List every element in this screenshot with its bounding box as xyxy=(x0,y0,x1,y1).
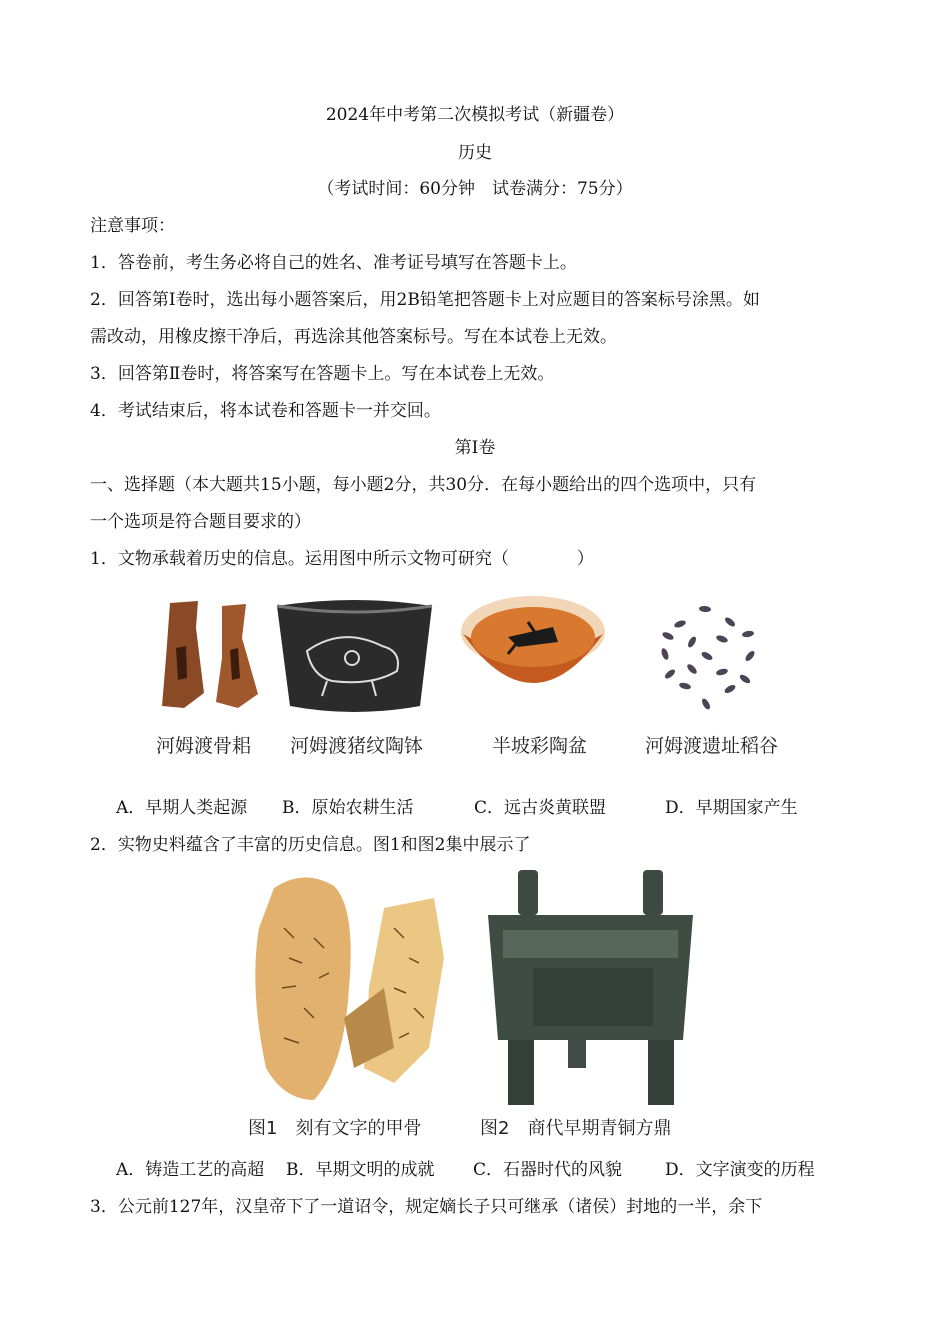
q2-artifact-figure xyxy=(242,866,708,1142)
q1-caption: 半坡彩陶盆 xyxy=(492,735,588,757)
pig-pottery-image xyxy=(272,596,437,716)
q1-caption: 河姆渡猪纹陶钵 xyxy=(290,735,424,757)
notice-item: 1．答卷前，考生务必将自己的姓名、准考证号填写在答题卡上。 xyxy=(90,253,577,273)
q2-option-a[interactable]: A．铸造工艺的高超 xyxy=(116,1160,265,1180)
notice-item: 需改动，用橡皮擦干净后，再选涂其他答案标号。写在本试卷上无效。 xyxy=(90,327,617,347)
question-1-stem: 1．文物承载着历史的信息。运用图中所示文物可研究（ ） xyxy=(90,549,594,569)
rice-grains-image xyxy=(640,594,775,719)
question-3-stem: 3．公元前127年，汉皇帝下了一道诏令，规定嫡长子只可继承（诸侯）封地的一半，余下 xyxy=(90,1197,763,1217)
question-2-stem: 2．实物史料蕴含了丰富的历史信息。图1和图2集中展示了 xyxy=(90,835,531,855)
section-heading-cont: 一个选项是符合题目要求的） xyxy=(90,512,311,532)
q2-caption: 图1 刻有文字的甲骨 xyxy=(248,1118,422,1139)
bone-spade-image xyxy=(150,598,265,708)
notice-item: 4．考试结束后，将本试卷和答题卡一并交回。 xyxy=(90,401,441,421)
q2-caption: 图2 商代早期青铜方鼎 xyxy=(480,1118,672,1139)
volume-title: 第Ⅰ卷 xyxy=(454,438,496,458)
q1-option-c[interactable]: C．远古炎黄联盟 xyxy=(474,798,607,818)
q1-artifact-figure xyxy=(140,590,810,770)
notice-item: 3．回答第Ⅱ卷时，将答案写在答题卡上。写在本试卷上无效。 xyxy=(90,364,555,384)
q1-option-d[interactable]: D．早期国家产生 xyxy=(665,798,798,818)
q2-option-c[interactable]: C．石器时代的风貌 xyxy=(473,1160,623,1180)
q2-option-d[interactable]: D．文字演变的历程 xyxy=(665,1160,815,1180)
oracle-bone-image xyxy=(244,868,454,1108)
q2-option-b[interactable]: B．早期文明的成就 xyxy=(286,1160,435,1180)
q1-caption: 河姆渡骨耜 xyxy=(156,735,252,757)
q1-caption: 河姆渡遗址稻谷 xyxy=(645,735,779,757)
q1-option-b[interactable]: B．原始农耕生活 xyxy=(282,798,414,818)
notice-heading: 注意事项： xyxy=(90,216,175,236)
page-title: 2024年中考第二次模拟考试（新疆卷） xyxy=(325,105,625,125)
notice-item: 2．回答第Ⅰ卷时，选出每小题答案后，用2B铅笔把答题卡上对应题目的答案标号涂黑。如 xyxy=(90,290,760,310)
q1-option-a[interactable]: A．早期人类起源 xyxy=(116,798,248,818)
section-heading: 一、选择题（本大题共15小题，每小题2分，共30分．在每小题给出的四个选项中，只有 xyxy=(90,475,757,495)
bronze-ding-image xyxy=(478,870,703,1110)
banpo-basin-image xyxy=(458,592,608,722)
subject-title: 历史 xyxy=(458,143,492,163)
exam-info: （考试时间：60分钟 试卷满分：75分） xyxy=(317,179,633,199)
